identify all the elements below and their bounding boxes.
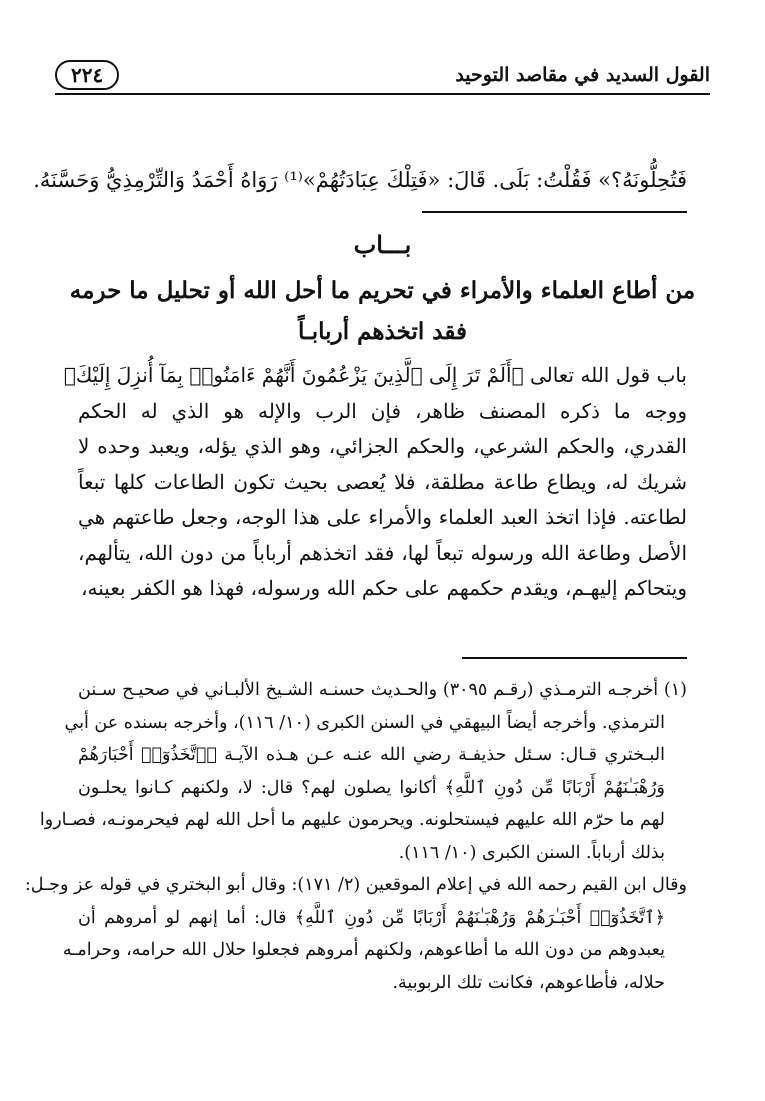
footnote-line: الترمذي. وأخرجه أيضاً البيهقي في السنن الكبرى (١٠/ ١١٦)، وأخرجه بسنده عن أبي (64, 712, 665, 733)
footnote-line: وقال ابن القيم رحمه الله في إعلام الموقعين (٢/ ١٧١): وقال أبو البختري في قوله عز وجـل: (24, 875, 687, 895)
body-line: القدري، والحكم الشرعي، والحكم الجزائي، وهو الذي يؤله، ويعبد وحده لا (78, 434, 687, 458)
book-title: القول السديد في مقاصد التوحيد (455, 64, 710, 86)
body-line: الأصل وطاعة الله ورسوله تبعاً لها، فقد اتخذهم أرباباً من دون الله، يتألهم، (78, 540, 687, 565)
footnote-line: (١) أخرجـه الترمـذي (رقـم ٣٠٩٥) والحـديث حسنـه الشـيخ الألبـاني في صحيـح سـنن (78, 680, 687, 700)
footnote-line: بذلك أرباباً. السنن الكبرى (١٠/ ١١٦). (398, 842, 665, 863)
body-line: ويتحاكم إليهـم، ويقدم حكمهم على حكم الله ورسوله، فهذا هو الكفر بعينه، (81, 576, 687, 600)
body-paragraph (63, 358, 687, 607)
footnote-line: يعبدوهم من دون الله ما أطاعوهم، ولكنهم أمروهم فجعلوا حلال الله حرامه، وحرامـه (62, 940, 665, 960)
body-line: ووجه ما ذكره المصنف ظاهر، فإن الرب والإله هو الذي له الحكم (78, 398, 687, 423)
footnote-line: حلاله، فأطاعوهم، فكانت تلك الربوبية. (392, 972, 665, 993)
footnote-line: ﴿ٱتَّخَذُوٓا۟ أَحْبَـٰرَهُمْ وَرُهْبَـٰنَهُمْ أَرْبَابًا مِّن دُونِ ٱللَّهِ﴾ قال: أما إنهم لو أمروهم أن (78, 907, 665, 928)
footnote-line: البـختري قـال: سـئل حذيفـة رضي الله عنـه عـن هـذه الآيـة ﴿ٱتَّخَذُوٓا۟ أَحْبَارَهُمْ (78, 745, 665, 765)
footnote-divider (462, 657, 687, 659)
page-number: ٢٢٤ (55, 60, 119, 90)
header-rule (55, 93, 710, 95)
body-line: شريك له، ويطاع طاعة مطلقة، فلا يُعصى بحيث تكون الطاعات كلها تبعاً (78, 469, 687, 494)
body-line: باب قول الله تعالى ﴿أَلَمْ تَرَ إِلَى ٱلَّذِينَ يَزْعُمُونَ أَنَّهُمْ ءَامَنُوا۟ بِمَآ أُنزِلَ إِلَيْكَ﴾ (63, 363, 687, 387)
chapter-label: بـــاب (353, 230, 412, 259)
continuation-line: فَتُحِلُّونَهُ؟» فَقُلْتُ: بَلَى. قَالَ: «فَتِلْكَ عِبَادَتُهُمْ»⁽¹⁾ رَوَاهُ أَحْمَدُ وَالتِّرْمِذِيُّ وَحَسَّنَهُ. (33, 168, 687, 192)
chapter-title-line-2: فقد اتخذهم أربابـاً (298, 318, 467, 345)
body-line: لطاعته. فإذا اتخذ العبد العلماء والأمراء على هذا الوجه، وجعل طاعتهم هي (78, 505, 687, 529)
section-divider (422, 211, 687, 213)
footnote-line: وَرُهْبَـٰنَهُمْ أَرْبَابًا مِّن دُونِ ٱللَّهِ﴾ أكانوا يصلون لهم؟ قال: لا، ولكنهم كـانوا يحلـون (78, 777, 665, 798)
chapter-title-line-1: من أطاع العلماء والأمراء في تحريم ما أحل الله أو تحليل ما حرمه (69, 277, 696, 304)
footnotes (24, 674, 687, 999)
running-header (55, 58, 710, 92)
footnote-line: لهم ما حرّم الله عليهم فيستحلونه. ويحرمون عليهم ما أحل الله لهم فيحرمونـه، فصـاروا (39, 810, 665, 830)
